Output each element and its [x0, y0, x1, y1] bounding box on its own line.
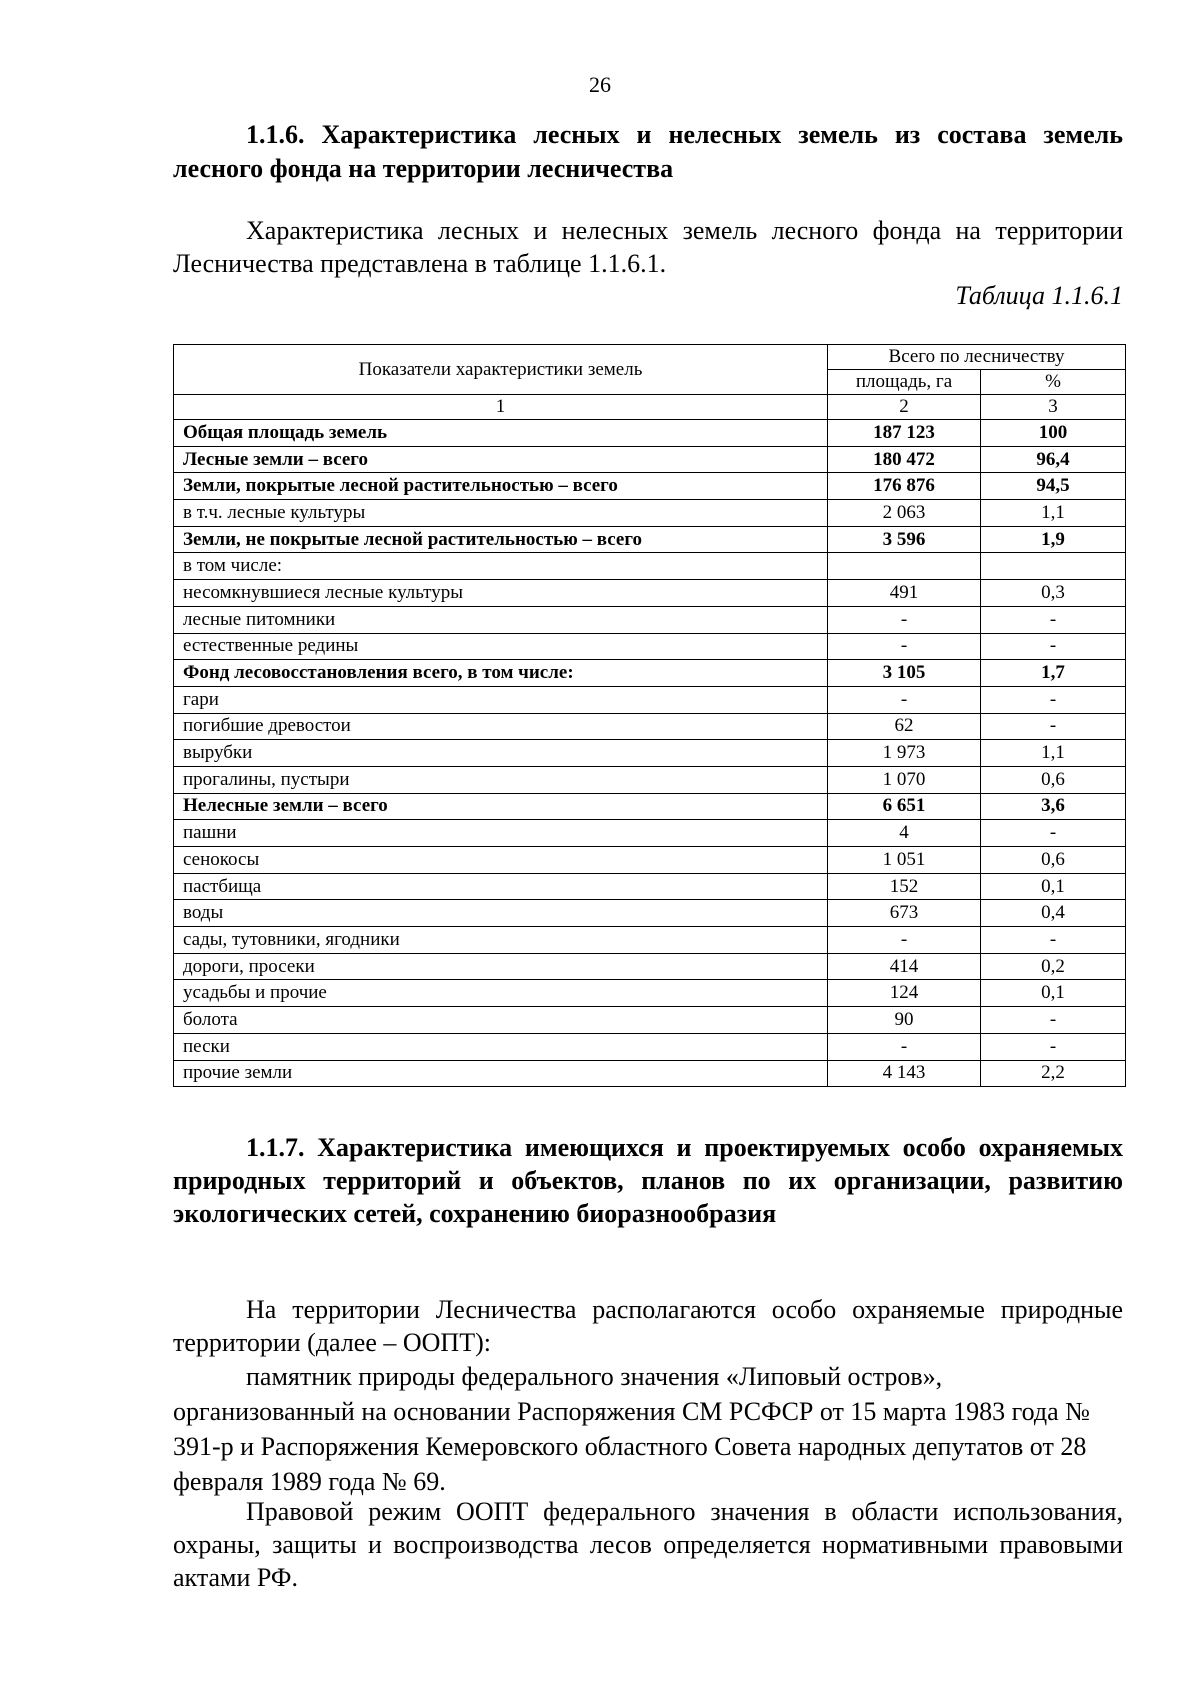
row-percent: 1,1 — [981, 500, 1126, 527]
row-percent: 2,2 — [981, 1060, 1126, 1087]
row-percent: - — [981, 713, 1126, 740]
row-area: - — [828, 686, 981, 713]
row-label: воды — [174, 900, 828, 927]
row-label: Лесные земли – всего — [174, 446, 828, 473]
row-area: 1 070 — [828, 766, 981, 793]
table-row — [174, 473, 1126, 500]
row-label: сенокосы — [174, 847, 828, 874]
row-percent: - — [981, 606, 1126, 633]
row-area: 4 — [828, 820, 981, 847]
table-row — [174, 500, 1126, 527]
row-label: пашни — [174, 820, 828, 847]
table-row — [174, 953, 1126, 980]
row-label: в т.ч. лесные культуры — [174, 500, 828, 527]
row-percent: - — [981, 633, 1126, 660]
page-number: 26 — [589, 72, 611, 97]
table-row — [174, 686, 1126, 713]
row-area: 6 651 — [828, 793, 981, 820]
table-row — [174, 660, 1126, 687]
header-indicator: Показатели характеристики земель — [174, 345, 828, 395]
table-row — [174, 713, 1126, 740]
section-paragraph: памятник природы федерального значения «Липовый остров», организованный на основании Распоряжения СМ РСФСР от 15 марта 1983 года № 391-р и Распоряжения Кемеровского областного Совета народных депутатов от 28 февраля 1989 года № 69. — [173, 1362, 1090, 1496]
row-label: Земли, не покрытые лесной растительностью – всего — [174, 526, 828, 553]
column-number: 2 — [828, 395, 981, 420]
table-row — [174, 606, 1126, 633]
table-row — [174, 820, 1126, 847]
header-area: площадь, га — [828, 370, 981, 395]
row-area: 3 105 — [828, 660, 981, 687]
row-percent: - — [981, 686, 1126, 713]
row-area: 152 — [828, 873, 981, 900]
row-percent: 0,1 — [981, 873, 1126, 900]
row-label: прочие земли — [174, 1060, 828, 1087]
row-percent: 100 — [981, 420, 1126, 447]
row-area: 180 472 — [828, 446, 981, 473]
row-label: вырубки — [174, 740, 828, 767]
table-body — [174, 420, 1126, 1087]
table-row — [174, 526, 1126, 553]
row-area: 176 876 — [828, 473, 981, 500]
table-row — [174, 766, 1126, 793]
table-row — [174, 420, 1126, 447]
row-label: в том числе: — [174, 553, 828, 580]
row-area: - — [828, 927, 981, 954]
table-row — [174, 580, 1126, 607]
row-label: прогалины, пустыри — [174, 766, 828, 793]
row-percent: - — [981, 927, 1126, 954]
row-percent: 0,3 — [981, 580, 1126, 607]
row-percent: 1,7 — [981, 660, 1126, 687]
table-row — [174, 1060, 1126, 1087]
land-characteristics-table — [173, 344, 1126, 1087]
row-label: погибшие древостои — [174, 713, 828, 740]
header-group: Всего по лесничеству — [828, 345, 1126, 370]
row-percent: 3,6 — [981, 793, 1126, 820]
row-area: 62 — [828, 713, 981, 740]
row-percent: 0,2 — [981, 953, 1126, 980]
section-paragraph: На территории Лесничества располагаются особо охраняемые природные территории (далее – ООПТ): — [173, 1295, 1123, 1357]
row-percent: - — [981, 1033, 1126, 1060]
row-area — [828, 553, 981, 580]
row-area: 1 051 — [828, 847, 981, 874]
row-label: Земли, покрытые лесной растительностью – всего — [174, 473, 828, 500]
row-label: сады, тутовники, ягодники — [174, 927, 828, 954]
row-percent: 0,6 — [981, 847, 1126, 874]
row-label: естественные редины — [174, 633, 828, 660]
row-percent: - — [981, 820, 1126, 847]
row-percent: 1,9 — [981, 526, 1126, 553]
row-percent: - — [981, 1007, 1126, 1034]
table-row — [174, 446, 1126, 473]
section-heading-1-1-7: 1.1.7. Характеристика имеющихся и проектируемых особо охраняемых природных территорий и объектов, планов по их организации, развитию экологических сетей, сохранению биоразнообразия — [173, 1133, 1123, 1228]
table-row — [174, 847, 1126, 874]
table-row — [174, 793, 1126, 820]
row-area: 3 596 — [828, 526, 981, 553]
row-label: болота — [174, 1007, 828, 1034]
row-label: усадьбы и прочие — [174, 980, 828, 1007]
row-percent — [981, 553, 1126, 580]
row-area: 124 — [828, 980, 981, 1007]
section-heading-1-1-6: 1.1.6. Характеристика лесных и нелесных земель из состава земель лесного фонда на территории лесничества — [173, 120, 1123, 183]
column-number-row — [174, 395, 1126, 420]
section-paragraph: Характеристика лесных и нелесных земель лесного фонда на территории Лесничества представлена в таблице 1.1.6.1. — [173, 216, 1123, 278]
row-area: 4 143 — [828, 1060, 981, 1087]
table-row — [174, 927, 1126, 954]
row-area: 673 — [828, 900, 981, 927]
table-row — [174, 900, 1126, 927]
table-row — [174, 553, 1126, 580]
row-percent: 0,4 — [981, 900, 1126, 927]
row-percent: 0,6 — [981, 766, 1126, 793]
row-label: лесные питомники — [174, 606, 828, 633]
table-row — [174, 740, 1126, 767]
row-area: 491 — [828, 580, 981, 607]
column-number: 3 — [981, 395, 1126, 420]
table-row — [174, 980, 1126, 1007]
row-area: 187 123 — [828, 420, 981, 447]
row-area: - — [828, 633, 981, 660]
column-number: 1 — [174, 395, 828, 420]
table-row — [174, 1033, 1126, 1060]
row-percent: 94,5 — [981, 473, 1126, 500]
row-label: гари — [174, 686, 828, 713]
row-percent: 1,1 — [981, 740, 1126, 767]
table-row — [174, 1007, 1126, 1034]
row-area: 414 — [828, 953, 981, 980]
row-area: - — [828, 1033, 981, 1060]
row-label: пастбища — [174, 873, 828, 900]
row-label: дороги, просеки — [174, 953, 828, 980]
row-area: 2 063 — [828, 500, 981, 527]
header-percent: % — [981, 370, 1126, 395]
table-row — [174, 633, 1126, 660]
row-percent: 0,1 — [981, 980, 1126, 1007]
row-percent: 96,4 — [981, 446, 1126, 473]
row-label: несомкнувшиеся лесные культуры — [174, 580, 828, 607]
row-area: 90 — [828, 1007, 981, 1034]
row-label: пески — [174, 1033, 828, 1060]
table-caption: Таблица 1.1.6.1 — [955, 281, 1123, 310]
row-label: Фонд лесовосстановления всего, в том числе: — [174, 660, 828, 687]
row-label: Общая площадь земель — [174, 420, 828, 447]
table-row — [174, 873, 1126, 900]
section-paragraph: Правовой режим ООПТ федерального значения в области использования, охраны, защиты и воспроизводства лесов определяется нормативными правовыми актами РФ. — [173, 1497, 1123, 1592]
row-area: - — [828, 606, 981, 633]
row-label: Нелесные земли – всего — [174, 793, 828, 820]
row-area: 1 973 — [828, 740, 981, 767]
